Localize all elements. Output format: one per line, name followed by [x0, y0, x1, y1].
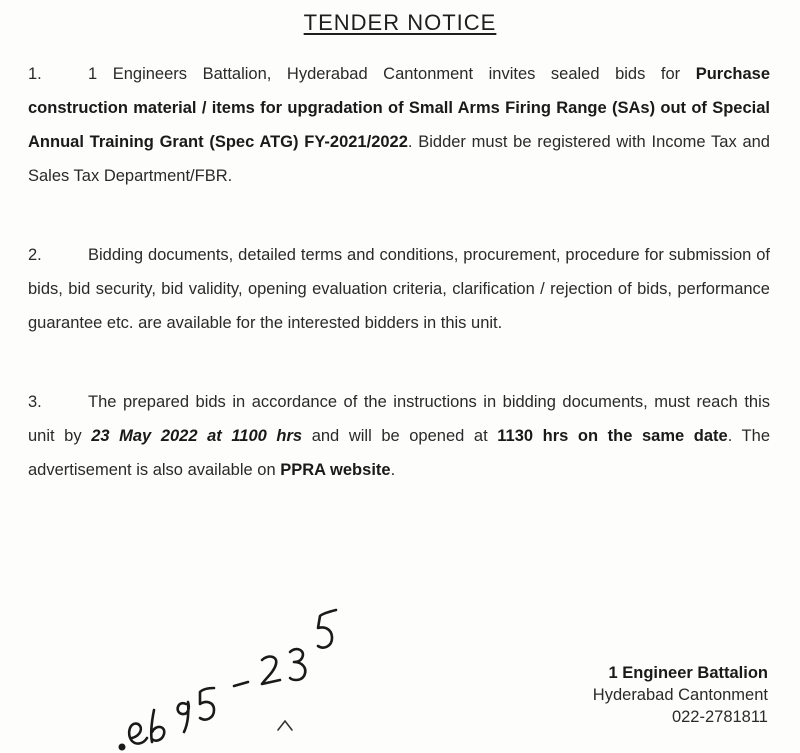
- paragraph-3-end: .: [390, 461, 396, 479]
- paragraph-1-rest: . Bidder must be registered with Income Tax and Sales Tax Department/FBR.: [28, 133, 770, 185]
- paragraph-number: 3.: [28, 393, 42, 411]
- handwritten-note: [110, 600, 360, 753]
- ppra-website: PPRA website: [280, 461, 391, 479]
- paragraph-1-intro: 1 Engineers Battalion, Hyderabad Cantonment invites sealed bids for: [88, 65, 696, 83]
- paragraph-3-part3: . The advertisement is also available on: [28, 427, 770, 479]
- opening-time: 1130 hrs on the same date: [497, 427, 728, 445]
- signatory-location: Hyderabad Cantonment: [592, 686, 768, 704]
- paragraph-number: 1.: [28, 65, 42, 83]
- paragraph-3-part2: and will be opened at: [302, 427, 498, 445]
- signatory-phone: 022-2781811: [671, 708, 768, 726]
- submission-deadline: 23 May 2022 at 1100 hrs: [91, 427, 303, 445]
- paragraph-2: [28, 238, 770, 340]
- paragraph-1: [28, 57, 770, 193]
- signatory-unit: 1 Engineer Battalion: [608, 664, 768, 682]
- caret-mark-icon: [276, 718, 294, 732]
- paragraph-1-subject: Purchase construction material / items for upgradation of Small Arms Firing Range (SAs) out of Special Annual Training Grant (Spec ATG) FY-2021/2022: [28, 65, 770, 151]
- paragraph-2-text: Bidding documents, detailed terms and conditions, procurement, procedure for submission of bids, bid security, bid validity, opening evaluation criteria, clarification / rejection of bids, performance guarantee etc. are available for the interested bidders in this unit.: [28, 246, 770, 332]
- paragraph-number: 2.: [28, 246, 42, 264]
- notice-title: TENDER NOTICE: [303, 10, 497, 35]
- signature-block: [593, 662, 768, 728]
- paragraph-3: [28, 385, 770, 487]
- paragraph-3-part1: The prepared bids in accordance of the instructions in bidding documents, must reach this unit by: [28, 393, 770, 445]
